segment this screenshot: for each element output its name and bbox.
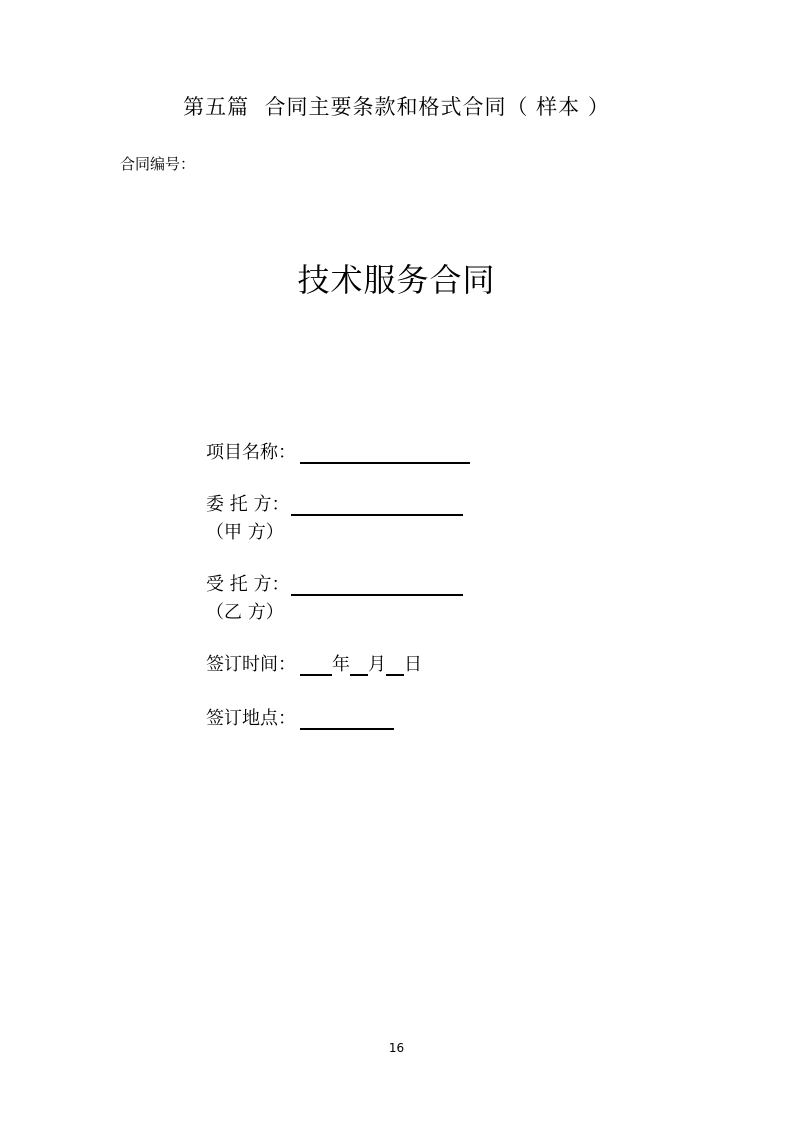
year-label: 年 xyxy=(332,654,350,675)
project-name-row xyxy=(206,440,470,466)
document-title: 技术服务合同 xyxy=(297,261,496,299)
signing-place-label: 签订地点： xyxy=(206,708,296,729)
client-blank[interactable] xyxy=(291,492,463,516)
contractor-label: 受 托 方： xyxy=(206,574,290,595)
contractor-row xyxy=(206,572,463,598)
day-label: 日 xyxy=(404,654,422,675)
month-label: 月 xyxy=(368,654,386,675)
signing-date-label: 签订时间： xyxy=(206,654,296,675)
project-name-blank[interactable] xyxy=(300,440,470,464)
contract-number-label: 合同编号： xyxy=(120,155,196,173)
month-blank[interactable] xyxy=(350,652,368,676)
day-blank[interactable] xyxy=(386,652,404,676)
client-row xyxy=(206,492,463,518)
project-name-label: 项目名称： xyxy=(206,442,296,463)
contractor-party-label: （乙 方） xyxy=(206,602,284,623)
signing-place-blank[interactable] xyxy=(300,706,394,730)
signing-date-row xyxy=(206,652,422,678)
page-number: 16 xyxy=(388,1041,405,1055)
year-blank[interactable] xyxy=(300,652,332,676)
chapter-title: 第五篇 合同主要条款和格式合同（ 样本 ） xyxy=(183,95,610,119)
contractor-blank[interactable] xyxy=(291,572,463,596)
client-label: 委 托 方： xyxy=(206,494,290,515)
client-party-label: （甲 方） xyxy=(206,522,284,543)
signing-place-row xyxy=(206,706,394,732)
